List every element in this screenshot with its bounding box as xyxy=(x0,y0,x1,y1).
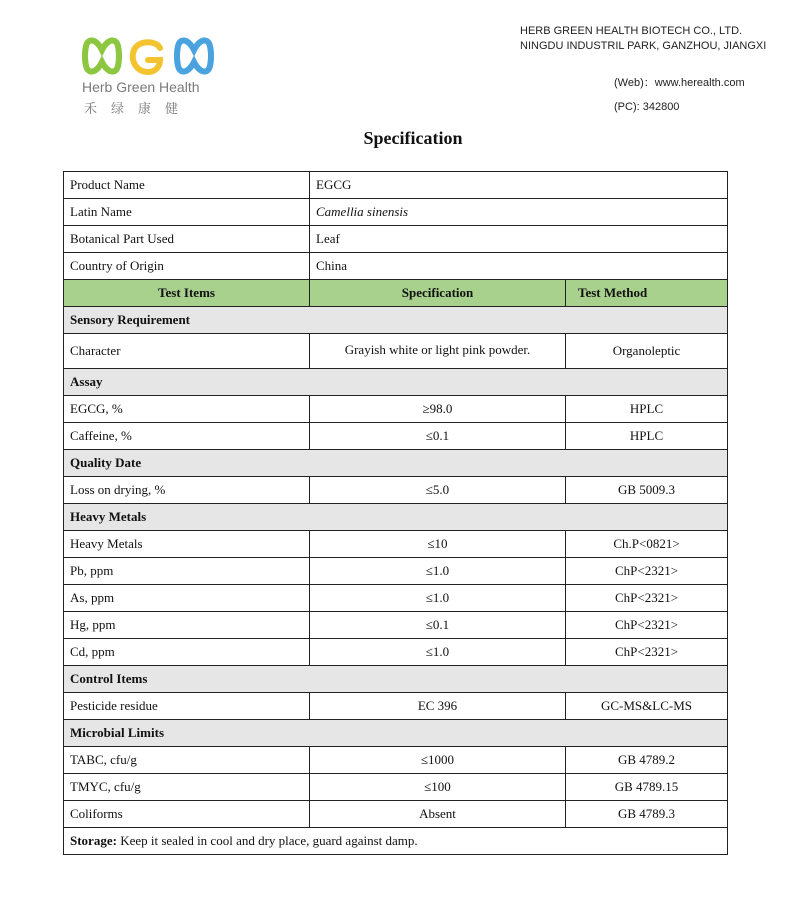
section-title: Microbial Limits xyxy=(64,720,728,747)
test-item: Pesticide residue xyxy=(64,693,310,720)
table-row xyxy=(64,612,728,639)
test-method: ChP<2321> xyxy=(566,639,728,666)
section-title: Assay xyxy=(64,369,728,396)
spec-value: ≤0.1 xyxy=(310,612,566,639)
spec-value: ≤10 xyxy=(310,531,566,558)
test-method: GC-MS&LC-MS xyxy=(566,693,728,720)
test-method: GB 5009.3 xyxy=(566,477,728,504)
table-row xyxy=(64,774,728,801)
company-name: HERB GREEN HEALTH BIOTECH CO., LTD. xyxy=(520,25,743,37)
test-item: Heavy Metals xyxy=(64,531,310,558)
test-item: Coliforms xyxy=(64,801,310,828)
test-method: GB 4789.15 xyxy=(566,774,728,801)
section-row xyxy=(64,450,728,477)
company-logo xyxy=(82,36,232,116)
test-method: GB 4789.2 xyxy=(566,747,728,774)
test-method: Ch.P<0821> xyxy=(566,531,728,558)
info-value: Leaf xyxy=(310,226,728,253)
spec-value: ≤0.1 xyxy=(310,423,566,450)
company-location: NINGDU INDUSTRIL PARK, GANZHOU, JIANGXI xyxy=(520,40,767,52)
spec-value: ≤1000 xyxy=(310,747,566,774)
section-title: Sensory Requirement xyxy=(64,307,728,334)
info-label: Product Name xyxy=(64,172,310,199)
test-item: Caffeine, % xyxy=(64,423,310,450)
spec-value: ≤5.0 xyxy=(310,477,566,504)
spec-value: ≤1.0 xyxy=(310,558,566,585)
spec-value: ≥98.0 xyxy=(310,396,566,423)
contact-info xyxy=(614,71,745,119)
postcode: (PC): 342800 xyxy=(614,101,680,113)
test-method: HPLC xyxy=(566,423,728,450)
section-title: Heavy Metals xyxy=(64,504,728,531)
test-method: ChP<2321> xyxy=(566,558,728,585)
table-row xyxy=(64,558,728,585)
table-row xyxy=(64,396,728,423)
info-row xyxy=(64,199,728,226)
test-method: Organoleptic xyxy=(566,334,728,369)
info-row xyxy=(64,172,728,199)
spec-value: Absent xyxy=(310,801,566,828)
logo-brand-cn: 禾绿康健 xyxy=(84,102,193,117)
hgh-logo-mark xyxy=(82,36,228,76)
info-value: Camellia sinensis xyxy=(310,199,728,226)
section-row xyxy=(64,504,728,531)
test-item: TMYC, cfu/g xyxy=(64,774,310,801)
test-method: ChP<2321> xyxy=(566,585,728,612)
spec-value: Grayish white or light pink powder. xyxy=(310,334,566,369)
page-title: Specification xyxy=(363,128,463,148)
info-label: Country of Origin xyxy=(64,253,310,280)
test-method: GB 4789.3 xyxy=(566,801,728,828)
header-specification: Specification xyxy=(310,280,566,307)
test-item: As, ppm xyxy=(64,585,310,612)
section-title: Quality Date xyxy=(64,450,728,477)
test-item: Hg, ppm xyxy=(64,612,310,639)
test-item: Loss on drying, % xyxy=(64,477,310,504)
logo-brand-en: Herb Green Health xyxy=(82,79,200,95)
test-item: Pb, ppm xyxy=(64,558,310,585)
specification-table xyxy=(63,171,728,855)
test-method: HPLC xyxy=(566,396,728,423)
table-row xyxy=(64,334,728,369)
spec-value: ≤1.0 xyxy=(310,585,566,612)
info-row xyxy=(64,226,728,253)
section-row xyxy=(64,666,728,693)
section-title: Control Items xyxy=(64,666,728,693)
test-item: Character xyxy=(64,334,310,369)
test-item: TABC, cfu/g xyxy=(64,747,310,774)
table-row xyxy=(64,531,728,558)
info-row xyxy=(64,253,728,280)
table-row xyxy=(64,747,728,774)
info-value: EGCG xyxy=(310,172,728,199)
table-row xyxy=(64,693,728,720)
info-value: China xyxy=(310,253,728,280)
storage-row xyxy=(64,828,728,855)
spec-value: ≤100 xyxy=(310,774,566,801)
table-row xyxy=(64,639,728,666)
company-address xyxy=(520,24,766,54)
table-row xyxy=(64,801,728,828)
test-item: EGCG, % xyxy=(64,396,310,423)
spec-value: EC 396 xyxy=(310,693,566,720)
header-test-items: Test Items xyxy=(64,280,310,307)
header-test-method: Test Method xyxy=(566,280,728,307)
info-label: Latin Name xyxy=(64,199,310,226)
storage-text: Keep it sealed in cool and dry place, guard against damp. xyxy=(120,833,418,848)
table-row xyxy=(64,585,728,612)
section-row xyxy=(64,307,728,334)
storage-note xyxy=(64,828,728,855)
section-row xyxy=(64,720,728,747)
table-row xyxy=(64,477,728,504)
info-label: Botanical Part Used xyxy=(64,226,310,253)
table-header-row xyxy=(64,280,728,307)
test-method: ChP<2321> xyxy=(566,612,728,639)
table-row xyxy=(64,423,728,450)
spec-value: ≤1.0 xyxy=(310,639,566,666)
test-item: Cd, ppm xyxy=(64,639,310,666)
section-row xyxy=(64,369,728,396)
website: (Web)：www.herealth.com xyxy=(614,77,745,89)
storage-label: Storage: xyxy=(70,833,117,848)
